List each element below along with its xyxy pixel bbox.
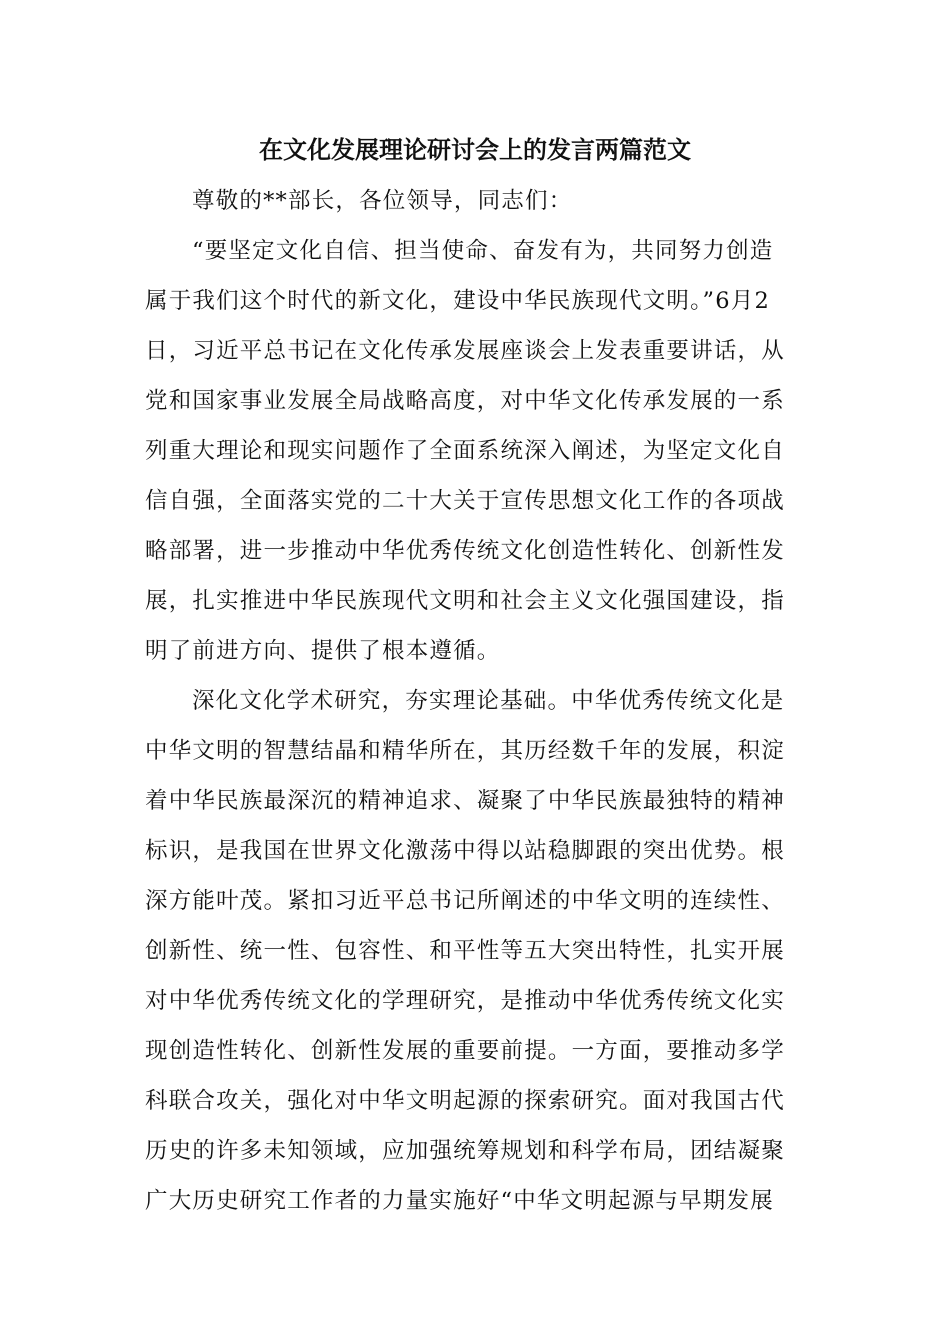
paragraph-line: 略部署，进一步推动中华优秀传统文化创造性转化、创新性发 (145, 538, 785, 564)
salutation: 尊敬的**部长，各位领导，同志们： (192, 188, 573, 214)
paragraph-line: 日，习近平总书记在文化传承发展座谈会上发表重要讲话，从 (145, 338, 785, 364)
paragraph-line: 标识，是我国在世界文化激荡中得以站稳脚跟的突出优势。根 (145, 838, 785, 864)
paragraph-line: 对中华优秀传统文化的学理研究，是推动中华优秀传统文化实 (145, 988, 785, 1014)
paragraph-line: 列重大理论和现实问题作了全面系统深入阐述，为坚定文化自 (145, 438, 785, 464)
paragraph-line: 现创造性转化、创新性发展的重要前提。一方面，要推动多学 (145, 1038, 785, 1064)
paragraph-line: 深方能叶茂。紧扣习近平总书记所阐述的中华文明的连续性、 (145, 888, 785, 914)
paragraph-line: 历史的许多未知领域，应加强统筹规划和科学布局，团结凝聚 (145, 1138, 785, 1164)
paragraph-1 (145, 226, 805, 676)
paragraph-line: 广大历史研究工作者的力量实施好“中华文明起源与早期发展 (145, 1188, 774, 1214)
paragraph-line: 属于我们这个时代的新文化，建设中华民族现代文明。”6月2 (145, 288, 770, 314)
paragraph-line: “要坚定文化自信、担当使命、奋发有为，共同努力创造 (192, 238, 774, 264)
paragraph-2 (145, 676, 805, 1226)
paragraph-line: 展，扎实推进中华民族现代文明和社会主义文化强国建设，指 (145, 588, 785, 614)
paragraph-line: 着中华民族最深沉的精神追求、凝聚了中华民族最独特的精神 (145, 788, 785, 814)
paragraph-line: 信自强，全面落实党的二十大关于宣传思想文化工作的各项战 (145, 488, 785, 514)
paragraph-line: 明了前进方向、提供了根本遵循。 (145, 638, 501, 664)
paragraph-line: 深化文化学术研究，夯实理论基础。中华优秀传统文化是 (192, 688, 785, 714)
paragraph-line: 中华文明的智慧结晶和精华所在，其历经数千年的发展，积淀 (145, 738, 785, 764)
paragraph-line: 创新性、统一性、包容性、和平性等五大突出特性，扎实开展 (145, 938, 785, 964)
paragraph-line: 科联合攻关，强化对中华文明起源的探索研究。面对我国古代 (145, 1088, 785, 1114)
document-body (145, 176, 805, 1226)
document-title: 在文化发展理论研讨会上的发言两篇范文 (259, 136, 691, 164)
paragraph-line: 党和国家事业发展全局战略高度，对中华文化传承发展的一系 (145, 388, 785, 414)
